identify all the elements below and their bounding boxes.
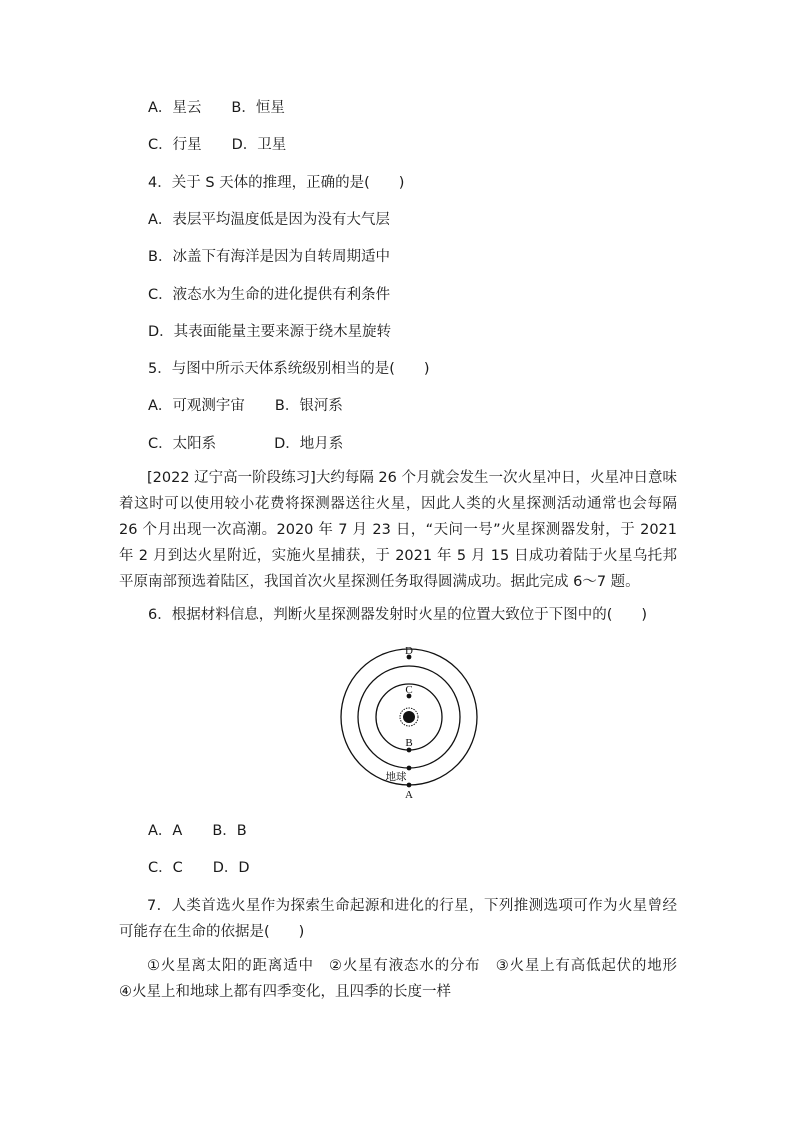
q6-option-b[interactable]: B．B <box>212 823 247 839</box>
point-a-dot[interactable] <box>407 783 412 788</box>
q5-option-c[interactable]: C．太阳系 <box>148 436 217 452</box>
q5-stem: 5．与图中所示天体系统级别相当的是( ) <box>148 361 430 377</box>
q3-option-a[interactable]: A．星云 <box>148 100 202 116</box>
q7-stem: 7．人类首选火星作为探索生命起源和进化的行星，下列推测选项可作为火星曾经可能存在生命的依据是( ) <box>119 898 677 940</box>
q5-option-a[interactable]: A．可观测宇宙 <box>148 398 245 414</box>
q6-option-c[interactable]: C．C <box>148 860 183 876</box>
q4-option-c[interactable]: C．液态水为生命的进化提供有利条件 <box>148 287 391 303</box>
material-paragraph: [2022 辽宁高一阶段练习]大约每隔 26 个月就会发生一次火星冲日，火星冲日意味着这时可以使用较小花费将探测器送往火星，因此人类的火星探测活动通常也会每隔 26 个月出现一次高潮。2020 年 7 月 23 日，“天问一号”火星探测器发射，于 2021 年 2 月到达火星附近，实施火星捕获，于 2021 年 5 月 15 日成功着陆于火星乌托邦平原南部预选着陆区，我国首次火星探测任务取得圆满成功。据此完成 6～7 题。 <box>119 470 677 590</box>
earth-label: 地球 <box>385 771 407 783</box>
q3-option-d[interactable]: D．卫星 <box>231 137 287 153</box>
point-c-label: C <box>405 684 413 696</box>
q4-option-b[interactable]: B．冰盖下有海洋是因为自转周期适中 <box>148 249 390 265</box>
q3-option-b[interactable]: B．恒星 <box>231 100 285 116</box>
q6-option-row-1 <box>148 821 247 841</box>
point-d-label: D <box>405 645 413 657</box>
q6-option-row-2 <box>148 858 250 878</box>
q4-option-d[interactable]: D．其表面能量主要来源于绕木星旋转 <box>148 324 392 340</box>
point-b-label: B <box>405 737 413 749</box>
q5-option-row-2 <box>148 434 343 454</box>
q3-option-c[interactable]: C．行星 <box>148 137 202 153</box>
orbit-diagram <box>335 640 485 805</box>
q6-stem: 6．根据材料信息，判断火星探测器发射时火星的位置大致位于下图中的( ) <box>148 607 648 623</box>
q3-option-row-2 <box>148 135 286 155</box>
q5-option-d[interactable]: D．地月系 <box>274 436 344 452</box>
q3-option-row-1 <box>148 98 285 118</box>
q4-stem: 4．关于 S 天体的推理，正确的是( ) <box>148 175 405 191</box>
point-a-label: A <box>405 789 413 801</box>
sun-icon <box>400 708 418 726</box>
q7-statements: ①火星离太阳的距离适中 ②火星有液态水的分布 ③火星上有高低起伏的地形 ④火星上和地球上都有四季变化，且四季的长度一样 <box>119 958 692 1000</box>
q6-option-a[interactable]: A．A <box>148 823 183 839</box>
q6-option-d[interactable]: D．D <box>212 860 250 876</box>
q4-option-a[interactable]: A．表层平均温度低是因为没有大气层 <box>148 212 390 228</box>
q5-option-b[interactable]: B．银河系 <box>274 398 343 414</box>
q5-option-row-1 <box>148 396 343 416</box>
earth-dot <box>407 766 412 771</box>
